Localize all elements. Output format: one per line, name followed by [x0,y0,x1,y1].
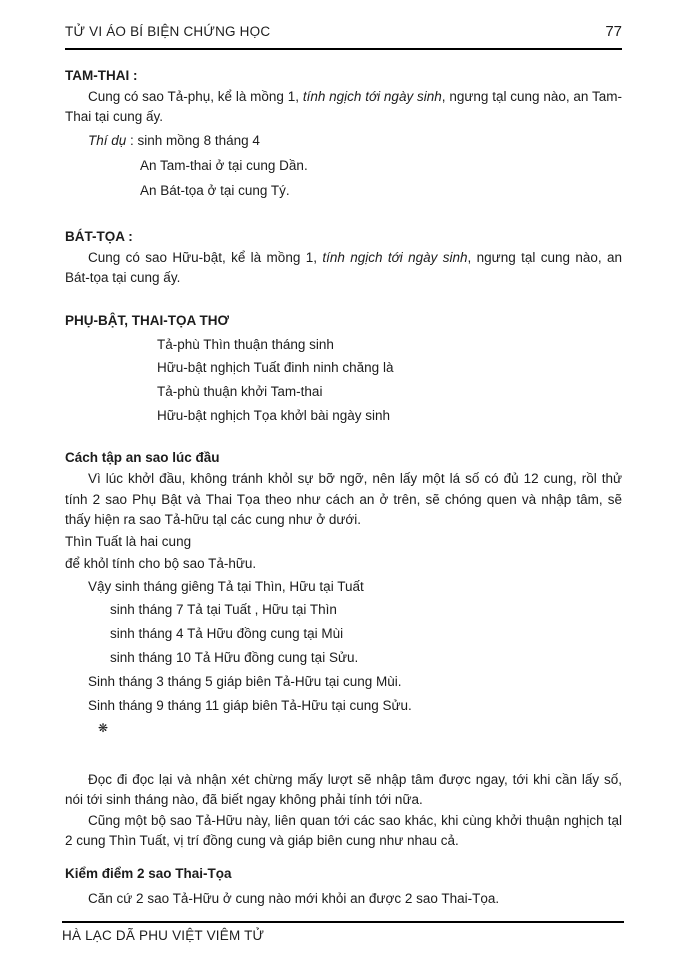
month-rule-line: Sinh tháng 3 tháng 5 giáp biên Tả-Hữu tại cung Mùi. [88,673,402,689]
kiem-diem-paragraph: Căn cứ 2 sao Tả-Hữu ở cung nào mới khỏi an được 2 sao Thai-Tọa. [88,890,500,906]
example-result-line: An Bát-tọa ở tại cung Tý. [140,182,290,198]
tam-thai-para-italic: tính ngịch tới ngày sinh [302,88,442,104]
tam-thai-para-pre: Cung có sao Tả-phụ, kể là mồng 1, [88,88,303,104]
cach-tap-paragraph-3: Cũng một bộ sao Tả-Hữu này, liên quan tới các sao khác, khi cùng khởi thuận nghịch tạl 2 cung Thìn Tuất, vị trí đồng cung và giáp biên cung như nhau cả. [65,812,622,849]
page-footer [62,921,624,947]
month-rule-line: Vậy sinh tháng giêng Tả tại Thìn, Hữu tại Tuất [88,578,364,594]
page-number: 77 [605,23,622,40]
tam-thai-paragraph [65,87,622,128]
poem-line: Hữu-bật nghịch Tọa khởl bài ngày sinh [157,407,391,423]
month-rule-line: sinh tháng 10 Tả Hữu đồng cung tại Sửu. [110,649,359,665]
poem-block [65,333,622,428]
section-heading-cach-tap: Cách tập an sao lúc đầu [65,450,220,466]
month-rule-line: sinh tháng 4 Tả Hữu đồng cung tại Mùi [110,625,344,641]
example-result-line: An Tam-thai ở tại cung Dần. [140,157,308,173]
poem-line: Hữu-bật nghịch Tuất đinh ninh chăng là [157,360,394,376]
poem-line: Tả-phù Thìn thuận tháng sinh [157,336,334,352]
example-label: Thí dụ [88,132,127,148]
section-heading-kiem-diem: Kiểm điểm 2 sao Thai-Tọa [65,865,232,881]
cach-tap-paragraph-1: Vì lúc khởl đầu, không tránh khỏl sự bỡ ngỡ, nên lấy một lá số có đủ 12 cung, rồl thử tính 2 sao Phụ Bật và Thai Tọa theo như cách an ở trên, sẽ chóng quen và nhập tâm, sẽ thấy hiện ra sao Tả-hữu tạl các cung như ở dưới. [65,471,622,528]
section-heading-bat-toa: BÁT-TỌA : [65,228,133,244]
standalone-line: Thìn Tuất là hai cung [65,534,192,550]
footer-author: HÀ LẠC DÃ PHU VIỆT VIÊM TỬ [62,928,265,943]
bat-toa-para-italic: tính ngịch tới ngày sinh [322,249,468,265]
standalone-line: để khỏl tính cho bộ sao Tả-hữu. [65,555,257,571]
bat-toa-para-post: , ngưng tạl cung nào, an Bát-tọa tại cung ấy. [65,249,622,285]
example-rest: : sinh mồng 8 tháng 4 [126,132,260,148]
page-header [65,22,622,50]
month-rule-line: sinh tháng 7 Tả tại Tuất , Hữu tại Thìn [110,601,337,617]
bat-toa-paragraph [65,248,622,289]
month-rule-line: Sinh tháng 9 tháng 11 giáp biên Tả-Hữu tại cung Sửu. [88,698,412,714]
section-heading-tho: PHỤ-BẬT, THAI-TỌA THƠ [65,312,229,328]
tam-thai-example [88,129,622,153]
tam-thai-para-post: , ngưng tạl cung nào, an Tam-Thai tại cung ấy. [65,88,623,124]
asterisk-separator-icon: ❋ [98,720,109,735]
poem-line: Tả-phù thuận khởi Tam-thai [157,383,323,399]
cach-tap-paragraph-2: Đọc đi đọc lại và nhận xét chừng mấy lượt sẽ nhập tâm được ngay, tới khi cần lấy số, nói tới sinh tháng nào, đã biết ngay không phải tính tới nữa. [65,771,622,808]
bat-toa-para-pre: Cung có sao Hữu-bật, kể là mồng 1, [88,249,323,265]
book-title: TỬ VI ÁO BÍ BIỆN CHỨNG HỌC [65,24,271,39]
section-heading-tam-thai: TAM-THAI : [65,67,138,83]
